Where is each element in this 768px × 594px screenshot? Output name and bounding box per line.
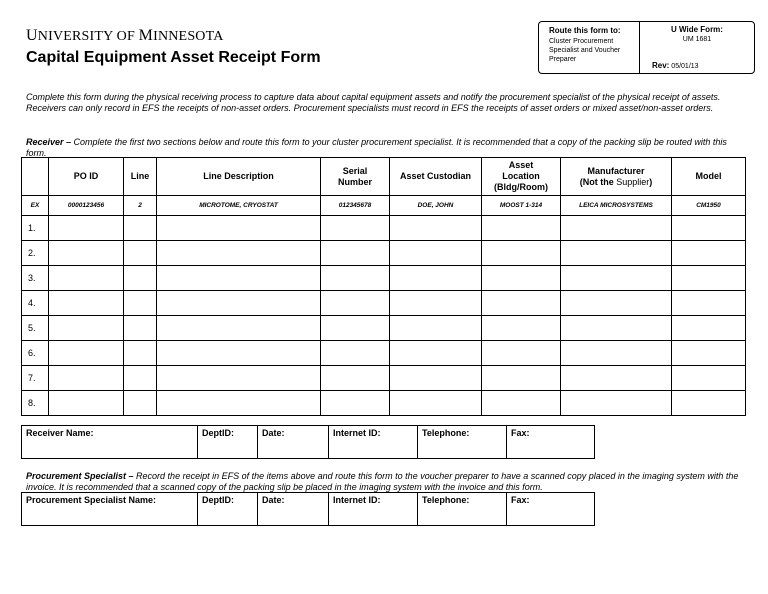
model-cell[interactable] [672,391,746,416]
line-cell[interactable] [124,241,157,266]
description-cell[interactable] [157,366,321,391]
po-id-cell[interactable] [49,341,124,366]
serial-header-line2: Number [337,176,372,187]
receiver-instruction-text: Complete the first two sections below and route this form to your cluster procurement specialist. It is recommended that a copy of the packing slip be routed with this form. [26,137,727,158]
description-cell[interactable] [157,291,321,316]
uwide-form-number: UM 1681 [682,36,712,43]
table-row [22,366,746,391]
row-number: 7. [22,366,49,391]
manufacturer-cell[interactable] [561,316,672,341]
procurement-fields [21,492,595,526]
example-location: MOOST 1-314 [482,196,561,216]
manufacturer-cell[interactable] [561,216,672,241]
rev-label: Rev: [652,61,670,70]
route-info [549,26,641,64]
procurement-deptid-field[interactable]: DeptID: [198,493,258,526]
col-header-manufacturer [561,158,672,196]
location-header-line1: Asset [508,160,534,170]
model-cell[interactable] [672,266,746,291]
col-header-serial-number [321,158,390,196]
location-cell[interactable] [482,391,561,416]
rev-date: 05/01/13 [671,63,699,70]
col-header-model: Model [672,158,746,196]
table-row [22,266,746,291]
route-divider [639,22,640,73]
row-number: 6. [22,341,49,366]
location-cell[interactable] [482,216,561,241]
custodian-cell[interactable] [390,366,482,391]
description-cell[interactable] [157,241,321,266]
po-id-cell[interactable] [49,241,124,266]
manufacturer-cell[interactable] [561,391,672,416]
row-number: 8. [22,391,49,416]
row-number: 5. [22,316,49,341]
col-header-asset-custodian: Asset Custodian [390,158,482,196]
model-cell[interactable] [672,216,746,241]
table-row [22,216,746,241]
route-recipient: Cluster Procurement Specialist and Voucher Preparer [549,38,621,63]
location-header-line2: Location [502,171,540,181]
form-title: Capital Equipment Asset Receipt Form [26,49,321,66]
line-cell[interactable] [124,291,157,316]
manufacturer-cell[interactable] [561,366,672,391]
model-cell[interactable] [672,341,746,366]
example-line: 2 [124,196,157,216]
mfr-header-supplier: Supplier [616,176,650,187]
procurement-label: Procurement Specialist – [26,471,134,481]
university-logo-text [26,27,224,45]
row-number: 1. [22,216,49,241]
line-cell[interactable] [124,366,157,391]
po-id-cell[interactable] [49,366,124,391]
description-cell[interactable] [157,316,321,341]
custodian-cell[interactable] [390,316,482,341]
serial-cell[interactable] [321,366,390,391]
manufacturer-cell[interactable] [561,341,672,366]
receiver-internet-id-field[interactable]: Internet ID: [329,426,418,459]
row-number: 3. [22,266,49,291]
example-po-id: 0000123456 [49,196,124,216]
location-cell[interactable] [482,241,561,266]
custodian-cell[interactable] [390,216,482,241]
line-cell[interactable] [124,266,157,291]
description-cell[interactable] [157,266,321,291]
procurement-instructions [26,471,746,492]
col-header-line-description: Line Description [157,158,321,196]
location-cell[interactable] [482,316,561,341]
model-cell[interactable] [672,316,746,341]
procurement-internet-id-field[interactable]: Internet ID: [329,493,418,526]
description-cell[interactable] [157,391,321,416]
col-header-number [22,158,49,196]
row-number: 4. [22,291,49,316]
receiver-fax-field[interactable]: Fax: [507,426,595,459]
serial-cell[interactable] [321,391,390,416]
mfr-header-close: ) [649,176,653,187]
mfr-header-line1: Manufacturer [587,165,645,176]
custodian-cell[interactable] [390,241,482,266]
procurement-instruction-text: Record the receipt in EFS of the items above and route this form to the voucher preparer to have a scanned copy placed in the imaging system with the invoice. It is recommended that a scanned copy of the packing slip be placed in the imaging system with the invoice and this form. [26,471,739,492]
model-cell[interactable] [672,291,746,316]
line-cell[interactable] [124,341,157,366]
serial-cell[interactable] [321,316,390,341]
serial-cell[interactable] [321,216,390,241]
po-id-cell[interactable] [49,266,124,291]
procurement-fax-field[interactable]: Fax: [507,493,595,526]
location-cell[interactable] [482,291,561,316]
table-row [22,241,746,266]
revision [652,61,699,70]
po-id-cell[interactable] [49,391,124,416]
serial-cell[interactable] [321,266,390,291]
table-row [22,291,746,316]
serial-cell[interactable] [321,341,390,366]
serial-cell[interactable] [321,241,390,266]
row-number: 2. [22,241,49,266]
po-id-cell[interactable] [49,216,124,241]
example-description: MICROTOME, CRYOSTAT [157,196,321,216]
univ-initial-2: M [138,27,154,44]
example-serial: 012345678 [321,196,390,216]
line-cell[interactable] [124,391,157,416]
receiver-deptid-field[interactable]: DeptID: [198,426,258,459]
intro-instructions: Complete this form during the physical receiving process to capture data about capital equipment assets and notify the procurement specialist of the physical receipt of assets. Receivers can only record in EFS the receipts of non-asset orders. Procurement specialists must record in EFS the receipts of asset orders or mixed asset/non-asset orders. [26,92,721,113]
receiver-date-field[interactable]: Date: [258,426,329,459]
table-row [22,391,746,416]
asset-items-table [21,157,746,416]
model-cell[interactable] [672,241,746,266]
table-row [22,341,746,366]
col-header-asset-location [482,158,561,196]
receiver-instructions [26,137,746,158]
col-header-po-id: PO ID [49,158,124,196]
univ-initial: U [26,27,38,44]
po-id-cell[interactable] [49,291,124,316]
example-row [22,196,746,216]
receiver-label: Receiver – [26,137,72,147]
procurement-telephone-field[interactable]: Telephone: [418,493,507,526]
procurement-name-field[interactable]: Procurement Specialist Name: [22,493,198,526]
receiver-name-field[interactable]: Receiver Name: [22,426,198,459]
example-custodian: DOE, JOHN [390,196,482,216]
manufacturer-cell[interactable] [561,291,672,316]
example-label: EX [22,196,49,216]
location-cell[interactable] [482,366,561,391]
location-header-line3: (Bldg/Room) [494,182,548,192]
procurement-date-field[interactable]: Date: [258,493,329,526]
location-cell[interactable] [482,341,561,366]
custodian-cell[interactable] [390,341,482,366]
receiver-fields [21,425,595,459]
line-cell[interactable] [124,216,157,241]
manufacturer-cell[interactable] [561,241,672,266]
mfr-header-line2: (Not the [579,176,617,187]
custodian-cell[interactable] [390,291,482,316]
univ-rest: NIVERSITY OF [37,29,139,44]
example-model: CM1950 [672,196,746,216]
manufacturer-cell[interactable] [561,266,672,291]
route-heading: Route this form to: [549,26,621,35]
receiver-telephone-field[interactable]: Telephone: [418,426,507,459]
uwide-form-label: U Wide Form: [671,25,723,34]
model-cell[interactable] [672,366,746,391]
route-box [538,21,755,74]
example-manufacturer: LEICA MICROSYSTEMS [561,196,672,216]
serial-cell[interactable] [321,291,390,316]
location-cell[interactable] [482,266,561,291]
description-cell[interactable] [157,216,321,241]
univ-rest-2: INNESOTA [153,29,224,44]
col-header-line: Line [124,158,157,196]
description-cell[interactable] [157,341,321,366]
table-header-row [22,158,746,196]
table-row [22,316,746,341]
serial-header-line1: Serial [342,165,368,176]
custodian-cell[interactable] [390,391,482,416]
custodian-cell[interactable] [390,266,482,291]
po-id-cell[interactable] [49,316,124,341]
line-cell[interactable] [124,316,157,341]
